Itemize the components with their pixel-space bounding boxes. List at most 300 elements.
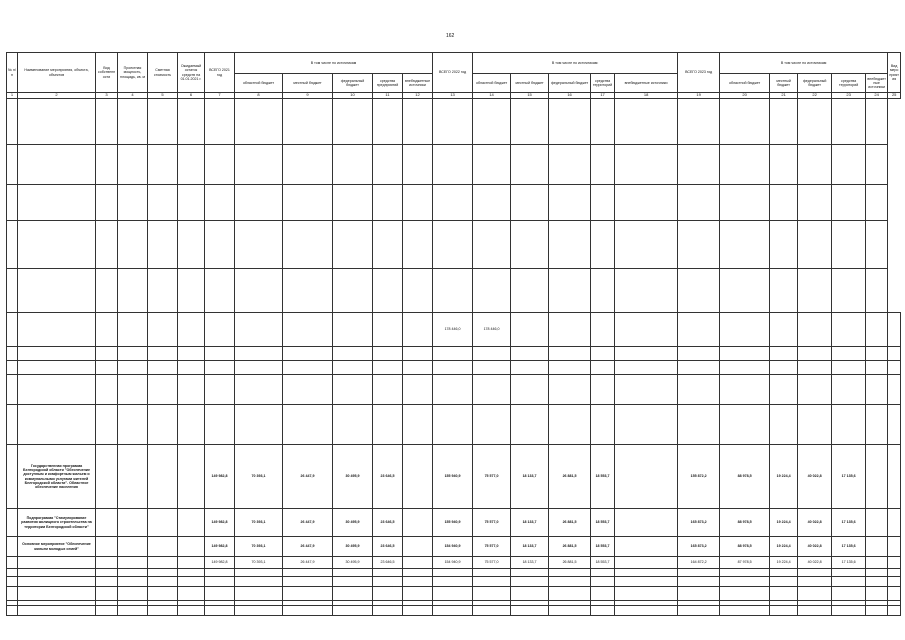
empty-cell xyxy=(866,577,888,587)
summary-value: 155 872,2 xyxy=(678,445,720,509)
summary-value: 40 022,8 xyxy=(798,537,832,557)
empty-cell xyxy=(888,577,901,587)
empty-cell xyxy=(178,569,205,577)
empty-cell xyxy=(118,185,148,221)
row-value xyxy=(798,587,832,601)
empty-cell xyxy=(373,606,403,616)
row-value: 164 872,2 xyxy=(678,557,720,569)
column-index: 21 xyxy=(770,93,798,99)
empty-cell xyxy=(678,606,720,616)
empty-cell xyxy=(866,347,888,361)
empty-cell xyxy=(283,375,333,405)
empty-cell xyxy=(403,445,433,509)
empty-cell xyxy=(148,509,178,537)
empty-cell xyxy=(798,221,832,269)
row-regional-2021 xyxy=(235,221,283,269)
row-value xyxy=(678,587,720,601)
row-number xyxy=(7,347,18,361)
empty-cell xyxy=(770,145,798,185)
empty-cell xyxy=(373,405,403,445)
row-value xyxy=(770,587,798,601)
column-index: 23 xyxy=(832,93,866,99)
empty-cell xyxy=(888,557,901,569)
empty-cell xyxy=(511,347,549,361)
table-row xyxy=(7,269,901,313)
row-total-2023 xyxy=(615,269,678,313)
empty-cell xyxy=(798,313,832,347)
empty-cell xyxy=(148,145,178,185)
table-row xyxy=(7,361,901,375)
summary-value: 40 022,8 xyxy=(798,445,832,509)
empty-cell xyxy=(511,606,549,616)
empty-cell xyxy=(720,347,770,361)
empty-cell xyxy=(549,99,591,145)
empty-cell xyxy=(615,405,678,445)
empty-cell xyxy=(118,405,148,445)
empty-cell xyxy=(283,606,333,616)
summary-value: 26 447,9 xyxy=(283,445,333,509)
row-extra xyxy=(591,99,615,145)
empty-cell xyxy=(866,569,888,577)
column-index: 5 xyxy=(148,93,178,99)
empty-cell xyxy=(798,606,832,616)
row-value xyxy=(333,569,373,577)
empty-cell xyxy=(333,185,373,221)
empty-cell xyxy=(148,537,178,557)
row-value xyxy=(235,569,283,577)
empty-cell xyxy=(333,145,373,185)
empty-cell xyxy=(403,269,433,313)
row-total-2021 xyxy=(205,99,235,145)
empty-cell xyxy=(798,375,832,405)
row-value: 87 978,5 xyxy=(720,557,770,569)
row-number xyxy=(7,557,18,569)
empty-cell xyxy=(178,313,205,347)
empty-cell xyxy=(96,577,118,587)
column-index: 24 xyxy=(866,93,888,99)
empty-cell xyxy=(720,405,770,445)
row-value xyxy=(283,587,333,601)
row-value: 18 133,7 xyxy=(511,557,549,569)
empty-cell xyxy=(615,606,678,616)
row-total-2022 xyxy=(433,145,473,185)
row-regional-2021 xyxy=(235,269,283,313)
empty-cell xyxy=(511,269,549,313)
row-notes xyxy=(866,145,888,185)
summary-value: 75 577,0 xyxy=(473,509,511,537)
empty-cell xyxy=(511,99,549,145)
empty-cell xyxy=(866,375,888,405)
empty-cell xyxy=(118,509,148,537)
empty-cell xyxy=(205,375,235,405)
row-total-2023 xyxy=(615,99,678,145)
row-total-2021 xyxy=(205,269,235,313)
row-value xyxy=(770,577,798,587)
summary-name: Основное мероприятие "Обеспечение жильем молодых семей" xyxy=(18,537,96,557)
row-total-2022 xyxy=(433,375,473,405)
row-number xyxy=(7,405,18,445)
empty-cell xyxy=(591,361,615,375)
row-name xyxy=(18,99,96,145)
column-index: 15 xyxy=(511,93,549,99)
header-ownership: Вид собственности xyxy=(96,53,118,93)
summary-value: 17 135,6 xyxy=(832,509,866,537)
empty-cell xyxy=(678,405,720,445)
summary-name: Подпрограмма "Стимулирование развития жилищного строительства на территории Белгородской области" xyxy=(18,509,96,537)
empty-cell xyxy=(770,375,798,405)
row-value xyxy=(473,587,511,601)
row-notes xyxy=(866,99,888,145)
empty-cell xyxy=(333,347,373,361)
empty-cell xyxy=(235,375,283,405)
empty-cell xyxy=(283,221,333,269)
header-capacity: Проектная мощность, площадь, кв. м xyxy=(118,53,148,93)
sub-federal-2021: федеральный бюджет xyxy=(333,74,373,93)
empty-cell xyxy=(118,557,148,569)
empty-cell xyxy=(832,185,866,221)
row-value: 23 646,5 xyxy=(373,557,403,569)
row-value xyxy=(511,577,549,587)
row-number xyxy=(7,313,18,347)
empty-cell xyxy=(333,221,373,269)
row-value xyxy=(205,577,235,587)
empty-cell xyxy=(283,347,333,361)
row-extra xyxy=(591,185,615,221)
empty-cell xyxy=(148,577,178,587)
empty-cell xyxy=(118,221,148,269)
summary-value: 18 133,7 xyxy=(511,537,549,557)
empty-cell xyxy=(333,375,373,405)
empty-cell xyxy=(96,185,118,221)
empty-cell xyxy=(235,313,283,347)
empty-cell xyxy=(615,557,678,569)
empty-cell xyxy=(403,221,433,269)
column-index: 10 xyxy=(333,93,373,99)
empty-cell xyxy=(118,361,148,375)
empty-cell xyxy=(373,361,403,375)
sub-federal-2022: федеральный бюджет xyxy=(549,74,591,93)
empty-cell xyxy=(178,557,205,569)
empty-cell xyxy=(178,99,205,145)
empty-cell xyxy=(720,375,770,405)
sub-regional-2021: областной бюджет xyxy=(235,74,283,93)
empty-cell xyxy=(615,375,678,405)
empty-cell xyxy=(678,375,720,405)
header-kind: Вид мероприятия xyxy=(888,53,901,93)
row-regional-2022 xyxy=(473,375,511,405)
row-total-2022 xyxy=(433,185,473,221)
summary-value: 165 873,2 xyxy=(678,509,720,537)
empty-cell xyxy=(511,221,549,269)
empty-cell xyxy=(866,405,888,445)
empty-cell xyxy=(118,375,148,405)
summary-value: 26 447,9 xyxy=(283,537,333,557)
row-regional-2023 xyxy=(678,145,720,185)
empty-cell xyxy=(866,606,888,616)
row-regional-2021 xyxy=(235,185,283,221)
column-index: 22 xyxy=(798,93,832,99)
empty-cell xyxy=(888,537,901,557)
summary-value: 23 646,5 xyxy=(373,509,403,537)
column-index: 25 xyxy=(888,93,901,99)
row-name xyxy=(18,569,96,577)
empty-cell xyxy=(798,185,832,221)
empty-cell xyxy=(373,99,403,145)
empty-cell xyxy=(615,509,678,537)
row-value xyxy=(511,587,549,601)
header-cost: Сметная стоимость xyxy=(148,53,178,93)
header-name: Наименование мероприятия, объекта, объектов xyxy=(18,53,96,93)
row-number xyxy=(7,606,18,616)
empty-cell xyxy=(511,313,549,347)
empty-cell xyxy=(148,569,178,577)
row-total-2022 xyxy=(433,347,473,361)
empty-cell xyxy=(178,445,205,509)
empty-cell xyxy=(118,587,148,601)
row-value xyxy=(591,569,615,577)
summary-value: 17 135,6 xyxy=(832,537,866,557)
sub-regional-2023: областной бюджет xyxy=(720,74,770,93)
summary-value: 40 022,8 xyxy=(798,509,832,537)
empty-cell xyxy=(178,375,205,405)
column-index: 2 xyxy=(18,93,96,99)
empty-cell xyxy=(403,509,433,537)
row-value: 19 224,4 xyxy=(770,557,798,569)
empty-cell xyxy=(720,145,770,185)
empty-cell xyxy=(205,347,235,361)
empty-cell xyxy=(283,269,333,313)
table-row xyxy=(7,557,901,569)
table-row xyxy=(7,569,901,577)
empty-cell xyxy=(178,361,205,375)
empty-cell xyxy=(549,606,591,616)
header-no: № п/п xyxy=(7,53,18,93)
empty-cell xyxy=(615,569,678,577)
empty-cell xyxy=(511,185,549,221)
summary-value: 88 978,5 xyxy=(720,509,770,537)
empty-cell xyxy=(96,313,118,347)
row-name xyxy=(18,587,96,601)
row-value: 149 982,8 xyxy=(205,557,235,569)
empty-cell xyxy=(888,347,901,361)
summary-value: 149 982,8 xyxy=(205,537,235,557)
empty-cell xyxy=(178,587,205,601)
row-total-2022 xyxy=(433,221,473,269)
summary-value: 23 646,5 xyxy=(373,537,403,557)
row-total-2022 xyxy=(433,269,473,313)
row-regional-2022: 178 446,0 xyxy=(473,313,511,347)
summary-value: 75 577,0 xyxy=(473,445,511,509)
empty-cell xyxy=(178,269,205,313)
summary-value: 26 881,5 xyxy=(549,537,591,557)
row-total-2022 xyxy=(433,361,473,375)
row-value xyxy=(333,577,373,587)
summary-value: 23 646,5 xyxy=(373,445,403,509)
row-regional-2022 xyxy=(473,145,511,185)
empty-cell xyxy=(96,569,118,577)
empty-cell xyxy=(720,221,770,269)
summary-row xyxy=(7,445,901,509)
empty-cell xyxy=(832,145,866,185)
row-value xyxy=(832,577,866,587)
empty-cell xyxy=(403,99,433,145)
row-total-2021 xyxy=(205,145,235,185)
empty-cell xyxy=(205,361,235,375)
empty-cell xyxy=(511,405,549,445)
empty-cell xyxy=(615,361,678,375)
row-number xyxy=(7,569,18,577)
empty-cell xyxy=(678,313,720,347)
empty-cell xyxy=(591,375,615,405)
empty-cell xyxy=(283,313,333,347)
sub-local-2023: местный бюджет xyxy=(770,74,798,93)
empty-cell xyxy=(549,269,591,313)
empty-cell xyxy=(615,445,678,509)
column-index: 8 xyxy=(235,93,283,99)
row-regional-2022 xyxy=(473,221,511,269)
empty-cell xyxy=(511,145,549,185)
empty-cell xyxy=(832,361,866,375)
budget-table xyxy=(6,52,901,616)
summary-value: 19 224,4 xyxy=(770,509,798,537)
row-regional-2023 xyxy=(678,221,720,269)
empty-cell xyxy=(96,361,118,375)
summary-value: 165 873,2 xyxy=(678,537,720,557)
empty-cell xyxy=(283,405,333,445)
empty-cell xyxy=(118,145,148,185)
empty-cell xyxy=(832,99,866,145)
column-index: 18 xyxy=(615,93,678,99)
empty-cell xyxy=(770,313,798,347)
table-row xyxy=(7,405,901,445)
summary-value: 26 447,9 xyxy=(283,509,333,537)
empty-cell xyxy=(333,269,373,313)
summary-value: 70 393,1 xyxy=(235,445,283,509)
table-row xyxy=(7,221,901,269)
row-value xyxy=(205,569,235,577)
empty-cell xyxy=(832,375,866,405)
row-value xyxy=(591,577,615,587)
row-number xyxy=(7,145,18,185)
summary-value: 30 495,9 xyxy=(333,445,373,509)
empty-cell xyxy=(549,375,591,405)
empty-cell xyxy=(832,347,866,361)
row-value xyxy=(770,569,798,577)
summary-value: 19 224,4 xyxy=(770,445,798,509)
empty-cell xyxy=(473,606,511,616)
empty-cell xyxy=(178,509,205,537)
row-regional-2023 xyxy=(678,185,720,221)
sub-enterprise-2021: средства предприятий xyxy=(373,74,403,93)
empty-cell xyxy=(118,269,148,313)
empty-cell xyxy=(832,221,866,269)
summary-row xyxy=(7,509,901,537)
column-index: 17 xyxy=(591,93,615,99)
empty-cell xyxy=(798,347,832,361)
empty-cell xyxy=(888,587,901,601)
empty-cell xyxy=(832,269,866,313)
page-number: 162 xyxy=(446,33,455,39)
sub-local-2022: местный бюджет xyxy=(511,74,549,93)
empty-cell xyxy=(96,606,118,616)
summary-value: 19 224,4 xyxy=(770,537,798,557)
empty-cell xyxy=(403,361,433,375)
empty-cell xyxy=(96,375,118,405)
empty-cell xyxy=(283,361,333,375)
row-value xyxy=(549,569,591,577)
empty-cell xyxy=(283,185,333,221)
empty-cell xyxy=(549,361,591,375)
empty-cell xyxy=(549,145,591,185)
row-value: 18 553,7 xyxy=(591,557,615,569)
empty-cell xyxy=(373,375,403,405)
row-value: 30 495,9 xyxy=(333,557,373,569)
empty-cell xyxy=(591,347,615,361)
row-regional-2022 xyxy=(473,99,511,145)
column-index: 7 xyxy=(205,93,235,99)
empty-cell xyxy=(549,221,591,269)
empty-cell xyxy=(373,313,403,347)
row-number xyxy=(7,185,18,221)
row-regional-2022 xyxy=(473,347,511,361)
empty-cell xyxy=(403,557,433,569)
empty-cell xyxy=(148,587,178,601)
summary-value: 26 881,5 xyxy=(549,445,591,509)
empty-cell xyxy=(205,405,235,445)
empty-cell xyxy=(888,313,901,347)
sub-extra-2023: внебюджетные источники xyxy=(866,74,888,93)
sub-federal-2023: федеральный бюджет xyxy=(798,74,832,93)
row-value xyxy=(433,569,473,577)
header-group-2023: В том числе по источникам xyxy=(720,53,888,74)
row-number xyxy=(7,445,18,509)
row-regional-2022 xyxy=(473,361,511,375)
empty-cell xyxy=(333,313,373,347)
empty-cell xyxy=(770,221,798,269)
row-number xyxy=(7,221,18,269)
empty-cell xyxy=(549,405,591,445)
empty-cell xyxy=(798,269,832,313)
row-value xyxy=(283,569,333,577)
empty-cell xyxy=(720,606,770,616)
empty-cell xyxy=(148,557,178,569)
empty-cell xyxy=(178,405,205,445)
empty-cell xyxy=(615,313,678,347)
summary-value: 155 940,9 xyxy=(433,509,473,537)
empty-cell xyxy=(178,221,205,269)
row-extra xyxy=(591,221,615,269)
row-name xyxy=(18,221,96,269)
table-row xyxy=(7,313,901,347)
column-index: 12 xyxy=(403,93,433,99)
empty-cell xyxy=(888,375,901,405)
empty-cell xyxy=(205,606,235,616)
row-name xyxy=(18,145,96,185)
table-row xyxy=(7,145,901,185)
empty-cell xyxy=(888,361,901,375)
row-total-2023 xyxy=(615,145,678,185)
empty-cell xyxy=(866,361,888,375)
summary-value: 18 553,7 xyxy=(591,445,615,509)
empty-cell xyxy=(96,445,118,509)
empty-cell xyxy=(591,405,615,445)
empty-cell xyxy=(148,375,178,405)
empty-cell xyxy=(866,445,888,509)
empty-cell xyxy=(148,221,178,269)
column-index: 9 xyxy=(283,93,333,99)
row-value: 26 881,5 xyxy=(549,557,591,569)
row-number xyxy=(7,375,18,405)
